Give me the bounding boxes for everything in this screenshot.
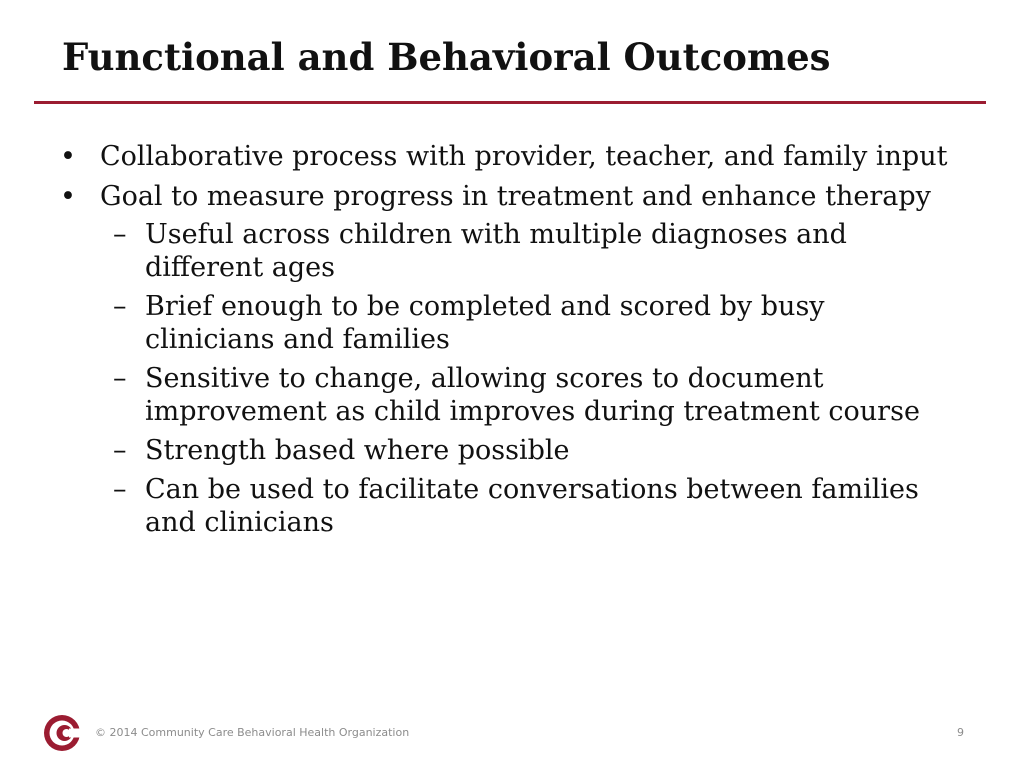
sub-bullet-item bbox=[100, 434, 958, 467]
slide-title: Functional and Behavioral Outcomes bbox=[62, 35, 831, 79]
sub-bullet-marker: – bbox=[113, 291, 127, 322]
community-care-logo-icon bbox=[42, 713, 82, 753]
sub-bullet-marker: – bbox=[113, 363, 127, 394]
sub-bullet-text: Can be used to facilitate conversations between families and clinicians bbox=[145, 474, 919, 538]
bullet-text: Collaborative process with provider, teacher, and family input bbox=[100, 141, 948, 172]
sub-bullet-text: Strength based where possible bbox=[145, 435, 570, 466]
sub-bullet-item bbox=[100, 362, 958, 428]
bullet-text: Goal to measure progress in treatment and enhance therapy bbox=[100, 181, 931, 212]
bullet-list bbox=[58, 140, 958, 546]
sub-bullet-list bbox=[100, 218, 958, 539]
sub-bullet-item bbox=[100, 218, 958, 284]
sub-bullet-item bbox=[100, 290, 958, 356]
bullet-marker: • bbox=[60, 141, 76, 172]
sub-bullet-marker: – bbox=[113, 435, 127, 466]
bullet-item bbox=[58, 140, 958, 173]
title-divider bbox=[34, 101, 986, 104]
sub-bullet-item bbox=[100, 473, 958, 539]
sub-bullet-marker: – bbox=[113, 219, 127, 250]
sub-bullet-marker: – bbox=[113, 474, 127, 505]
bullet-marker: • bbox=[60, 181, 76, 212]
page-number: 9 bbox=[957, 726, 964, 739]
sub-bullet-text: Brief enough to be completed and scored by busy clinicians and families bbox=[145, 291, 825, 355]
sub-bullet-text: Sensitive to change, allowing scores to document improvement as child improves during treatment course bbox=[145, 363, 920, 427]
footer-copyright: © 2014 Community Care Behavioral Health Organization bbox=[95, 726, 410, 739]
bullet-item bbox=[58, 180, 958, 539]
sub-bullet-text: Useful across children with multiple diagnoses and different ages bbox=[145, 219, 847, 283]
